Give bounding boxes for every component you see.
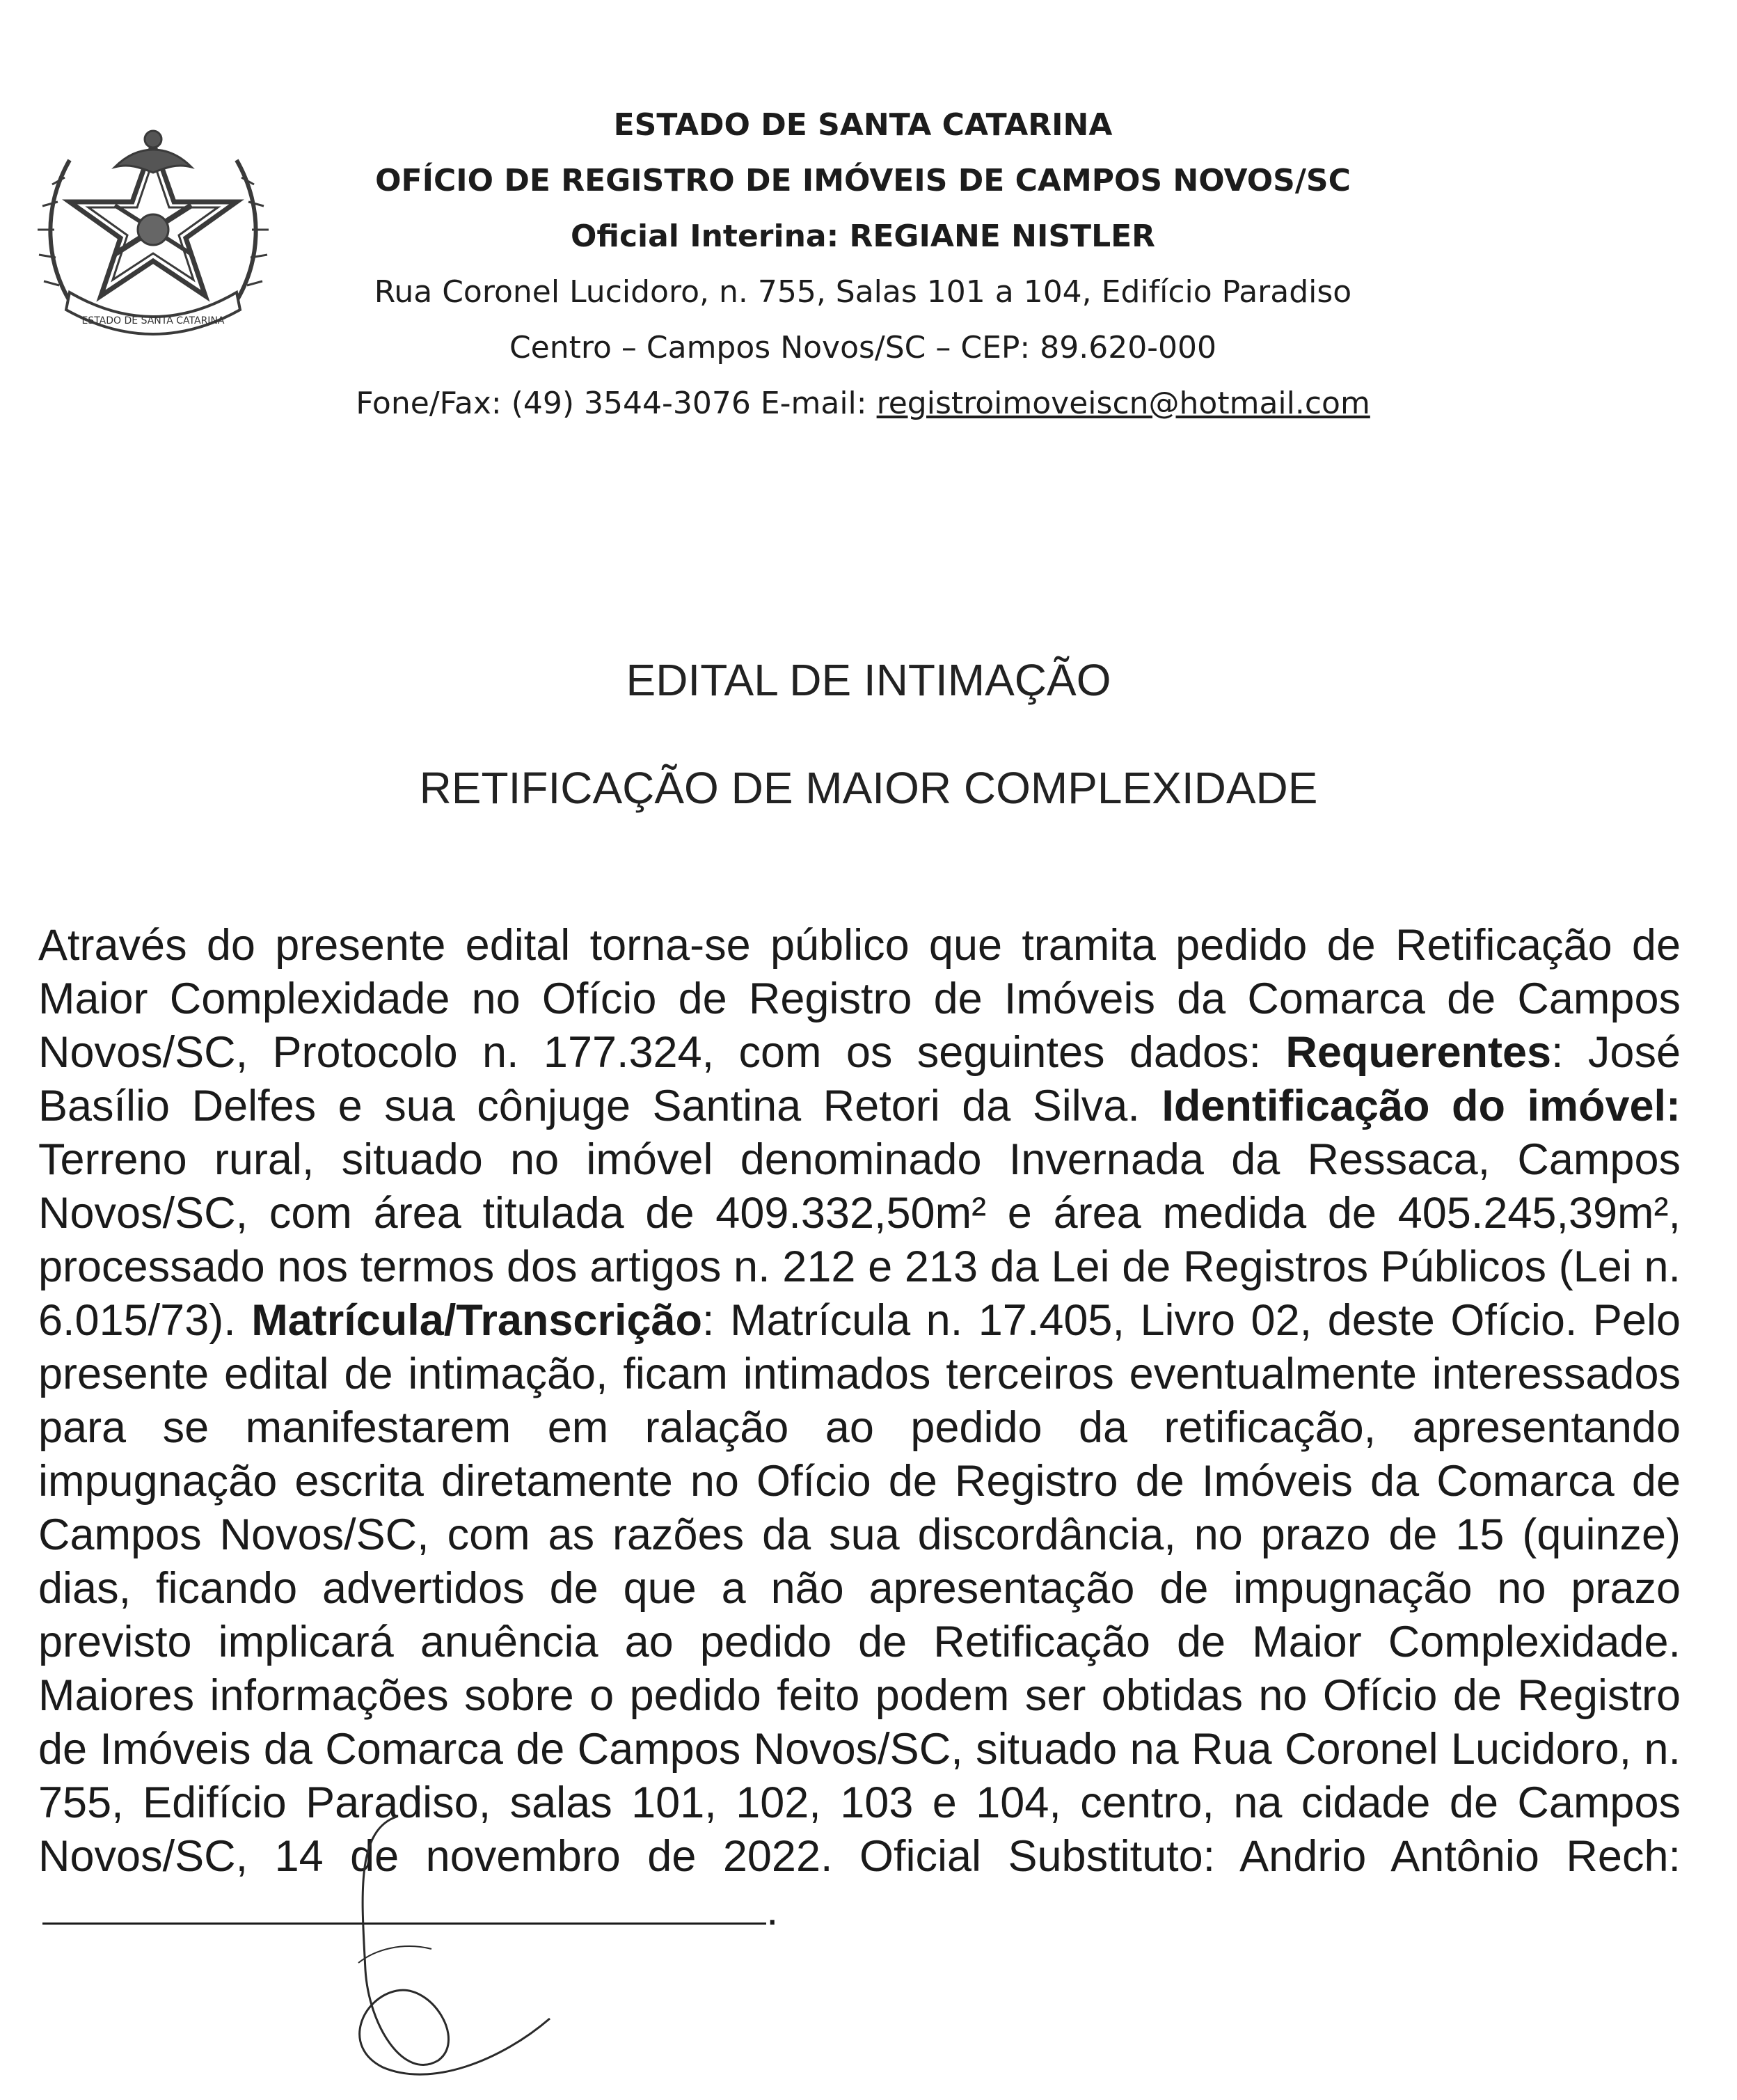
document-title: EDITAL DE INTIMAÇÃO — [626, 655, 1111, 705]
body-identificacao: Terreno rural, situado no imóvel denominado Invernada da Ressaca, Campos Novos/SC, com área titulada de 409.332,50m² e área medida de 405.245,39m², processado nos termos dos artigos n. 212 e 213 da Lei de Registros Públicos (Lei n. 6.015/73). — [38, 1135, 1681, 1345]
header-phone: Fone/Fax: (49) 3544-3076 E-mail: — [356, 386, 877, 421]
header-office: OFÍCIO DE REGISTRO DE IMÓVEIS DE CAMPOS NOVOS/SC — [375, 163, 1351, 198]
document-body — [38, 919, 1681, 1937]
body-matricula-and-notice: : Matrícula n. 17.405, Livro 02, deste Ofício. Pelo presente edital de intimação, ficam intimados terceiros eventualmente interessados para se manifestarem em ralação ao pedido da retificação, apresentando impugnação escrita diretamente no Ofício de Registro de Imóveis da Comarca de Campos Novos/SC, com as razões da sua discordância, no prazo de 15 (quinze) dias, ficando advertidos de que a não apresentação de impugnação no prazo previsto implicará anuência ao pedido de Retificação de Maior Complexidade. Maiores informações sobre o pedido feito podem ser obtidas no Ofício de Registro de Imóveis da Comarca de Campos Novos/SC, situado na Rua Coronel Lucidoro, n. 755, Edifício Paradiso, salas 101, 102, 103 e 104, centro, na cidade de Campos Novos/SC, 14 de novembro de 2022. Oficial Substituto: Andrio Antônio Rech: — [38, 1296, 1681, 1881]
label-requerentes: Requerentes — [1285, 1028, 1552, 1077]
header-contact — [264, 386, 1461, 421]
header-state: ESTADO DE SANTA CATARINA — [613, 107, 1113, 143]
coat-of-arms-ribbon-text: ESTADO DE SANTA CATARINA — [81, 315, 225, 326]
handwritten-signature-icon — [292, 1810, 640, 2088]
body-intro: Através do presente edital torna-se público que tramita pedido de Retificação de Maior Complexidade no Ofício de Registro de Imóveis da Comarca de Campos Novos/SC, Protocolo n. 177.324, com os seguintes dados: — [38, 921, 1681, 1077]
coat-of-arms-icon — [31, 84, 275, 341]
header-address-line-1: Rua Coronel Lucidoro, n. 755, Salas 101 a 104, Edifício Paradiso — [374, 274, 1352, 310]
document-subtitle: RETIFICAÇÃO DE MAIOR COMPLEXIDADE — [419, 763, 1318, 813]
header-official: Oficial Interina: REGIANE NISTLER — [570, 219, 1156, 254]
header-email-link[interactable]: registroimoveiscn@hotmail.com — [876, 386, 1370, 421]
body-end: . — [766, 1886, 779, 1934]
body-requerentes: : José Basílio Delfes e sua cônjuge Santina Retori da Silva. — [38, 1028, 1681, 1130]
label-identificacao: Identificação do imóvel: — [1161, 1082, 1681, 1130]
header-address-line-2: Centro – Campos Novos/SC – CEP: 89.620-000 — [509, 330, 1217, 365]
label-matricula: Matrícula/Transcrição — [251, 1296, 703, 1345]
